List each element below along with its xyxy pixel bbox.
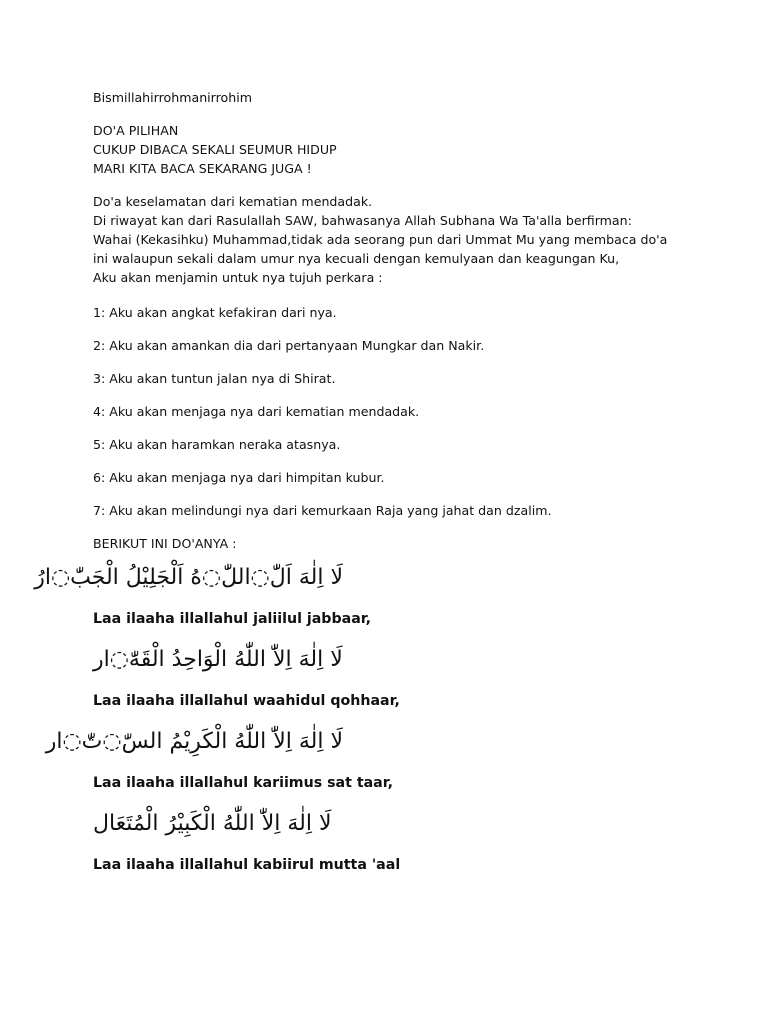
list-item: 1: Aku akan angkat kefakiran dari nya.: [93, 305, 337, 320]
prayer-block: [34, 563, 693, 875]
document-body: [34, 88, 693, 875]
heading-line: DO'A PILIHAN: [93, 123, 179, 138]
intro-line: Wahai (Kekasihku) Muhammad,tidak ada seorang pun dari Ummat Mu yang membaca do'a: [93, 232, 668, 247]
list-item: 5: Aku akan haramkan neraka atasnya.: [93, 437, 341, 452]
arabic-prayer-line: لَا اِلٰهَ اِلاّٰ اللّٰهُ الْكَرِيْمُ السّٰ◌تّٰ◌ار: [45, 729, 343, 754]
heading-line: MARI KITA BACA SEKARANG JUGA !: [93, 161, 312, 176]
intro-line: ini walaupun sekali dalam umur nya kecuali dengan kemulyaan dan keagungan Ku,: [93, 251, 620, 266]
intro-line: Aku akan menjamin untuk nya tujuh perkara :: [93, 270, 383, 285]
prayer-label: BERIKUT INI DO'ANYA :: [93, 536, 237, 551]
promises-list: [93, 303, 693, 520]
arabic-prayer-line: لَا اِلٰهَ اِلاّٰ اللّٰهُ الْوَاحِدُ الْقَهّٰ◌ار: [93, 647, 343, 672]
arabic-prayer-line: لَا اِلٰهَ اَلّٰ◌اللّٰ◌هُ اَلْجَلِيْلُ الْجَبّٰ◌ارُ: [34, 565, 343, 590]
opening-line: Bismillahirrohmanirrohim: [93, 90, 252, 105]
heading-line: CUKUP DIBACA SEKALI SEUMUR HIDUP: [93, 142, 337, 157]
intro-line: Do'a keselamatan dari kematian mendadak.: [93, 194, 373, 209]
transliteration-line: Laa ilaaha illallahul jaliilul jabbaar,: [93, 611, 372, 627]
list-item: 7: Aku akan melindungi nya dari kemurkaan Raja yang jahat dan dzalim.: [93, 503, 552, 518]
transliteration-line: Laa ilaaha illallahul kariimus sat taar,: [93, 775, 394, 791]
transliteration-line: Laa ilaaha illallahul waahidul qohhaar,: [93, 693, 400, 709]
list-item: 6: Aku akan menjaga nya dari himpitan kubur.: [93, 470, 385, 485]
list-item: 2: Aku akan amankan dia dari pertanyaan Mungkar dan Nakir.: [93, 338, 485, 353]
heading-block: [93, 121, 693, 178]
list-item: 3: Aku akan tuntun jalan nya di Shirat.: [93, 371, 336, 386]
intro-line: Di riwayat kan dari Rasulallah SAW, bahwasanya Allah Subhana Wa Ta'alla berfirman:: [93, 213, 632, 228]
arabic-prayer-line: لَا اِلٰهَ اِلاّٰ اللّٰهُ الْكَبِيْرُ الْمُتَعَال: [93, 811, 332, 836]
transliteration-line: Laa ilaaha illallahul kabiirul mutta 'aal: [93, 857, 401, 873]
list-item: 4: Aku akan menjaga nya dari kematian mendadak.: [93, 404, 420, 419]
intro-paragraph: [93, 192, 693, 287]
